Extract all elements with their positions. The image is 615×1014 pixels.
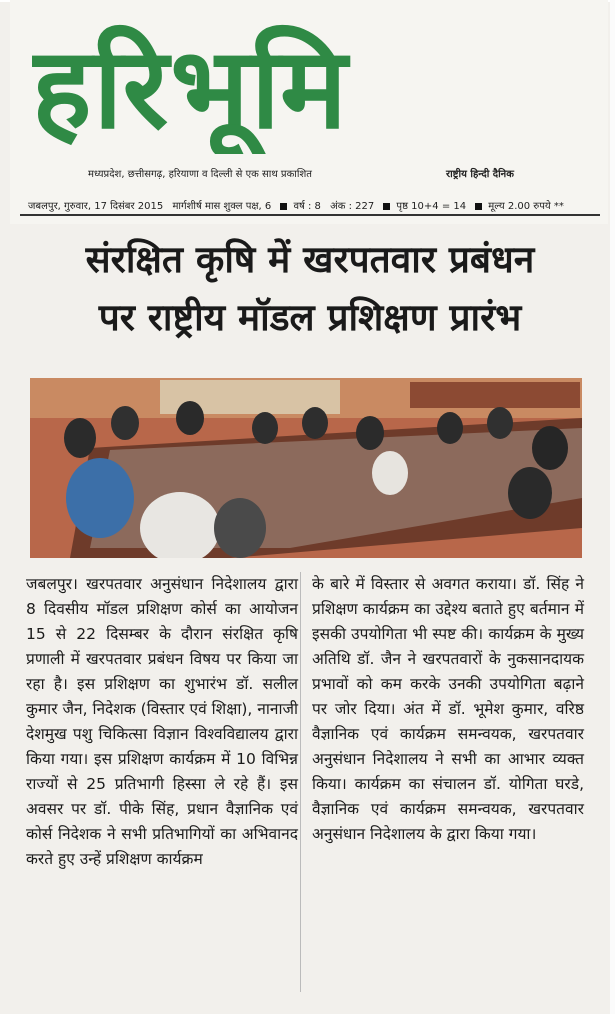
masthead-daily-label: राष्ट्रीय हिन्दी दैनिक — [446, 169, 514, 180]
article-text-right: के बारे में विस्तार से अवगत कराया। डॉ. सिंह ने प्रशिक्षण कार्यक्रम का उद्देश्य बताते हुए बर्तमान में इसकी उपयोगिता भी स्पष्ट की। कार्यक्रम के मुख्य अतिथि डॉ. जैन ने खरपतवारों के नुकसानदायक प्रभावों को कम करके उनकी उपयोगिता बढ़ाने पर जोर दिया। अंत में डॉ. भूमेश कुमार, वरिष्ठ वैज्ञानिक एवं कार्यक्रम समन्वयक, खरपतवार अनुसंधान निदेशालय ने सभी का आभार व्यक्त किया। कार्यक्रम का संचालन डॉ. योगिता घरडे, वैज्ञानिक एवं कार्यक्रम समन्वयक, खरपतवार अनुसंधान निदेशालय के द्वारा किया गया। — [312, 575, 584, 843]
column-divider — [300, 572, 301, 992]
dateline-city-date: जबलपुर, गुरुवार, 17 दिसंबर 2015 — [28, 201, 164, 212]
masthead-rule — [20, 214, 600, 216]
dateline-pages: पृष्ठ 10+4 = 14 — [396, 201, 467, 212]
dateline-price: मूल्य 2.00 रुपये ** — [488, 201, 564, 212]
scan-edge-right — [610, 0, 615, 1014]
masthead-tagline: मध्यप्रदेश, छत्तीसगढ़, हरियाणा व दिल्ली से एक साथ प्रकाशित — [88, 169, 312, 180]
meeting-photo-illustration — [30, 378, 582, 558]
masthead-logo: हरिभूमि — [32, 24, 350, 154]
article-headline — [20, 232, 600, 348]
article-text-left: जबलपुर। खरपतवार अनुसंधान निदेशालय द्वारा 8 दिवसीय मॉडल प्रशिक्षण कोर्स का आयोजन 15 से 22 दिसम्बर के दौरान संरक्षित कृषि प्रणाली में खरपतवार प्रबंधन विषय पर किया जा रहा है। इस प्रशिक्षण का शुभारंभ डॉ. सलील कुमार जैन, निदेशक (विस्तार एवं शिक्षा), नानाजी देशमुख पशु चिकित्सा विज्ञान विश्वविद्यालय द्वारा किया गया। इस प्रशिक्षण कार्यक्रम में 10 विभिन्न राज्यों से 25 प्रतिभागी हिस्सा ले रहे हैं। इस अवसर पर डॉ. पीके सिंह, प्रधान वैज्ञानिक एवं कोर्स निदेशक ने सभी प्रतिभागियों का अभिवानद करते हुए उन्हें प्रशिक्षण कार्यक्रम — [26, 575, 298, 868]
dateline-hindu-date: मार्गशीर्ष मास शुक्ल पक्ष, 6 — [172, 201, 272, 212]
dateline-separator — [383, 203, 390, 210]
dateline-separator — [280, 203, 287, 210]
article-column-right — [312, 572, 584, 847]
dateline-year: वर्ष : 8 — [293, 201, 321, 212]
headline-line-1: संरक्षित कृषि में खरपतवार प्रबंधन — [85, 238, 535, 281]
dateline-separator — [475, 203, 482, 210]
article-column-left — [26, 572, 298, 872]
dateline — [28, 198, 598, 212]
dateline-issue: अंक : 227 — [330, 201, 375, 212]
meeting-photo — [30, 378, 582, 558]
masthead — [10, 0, 608, 224]
headline-line-2: पर राष्ट्रीय मॉडल प्रशिक्षण प्रारंभ — [98, 296, 522, 339]
